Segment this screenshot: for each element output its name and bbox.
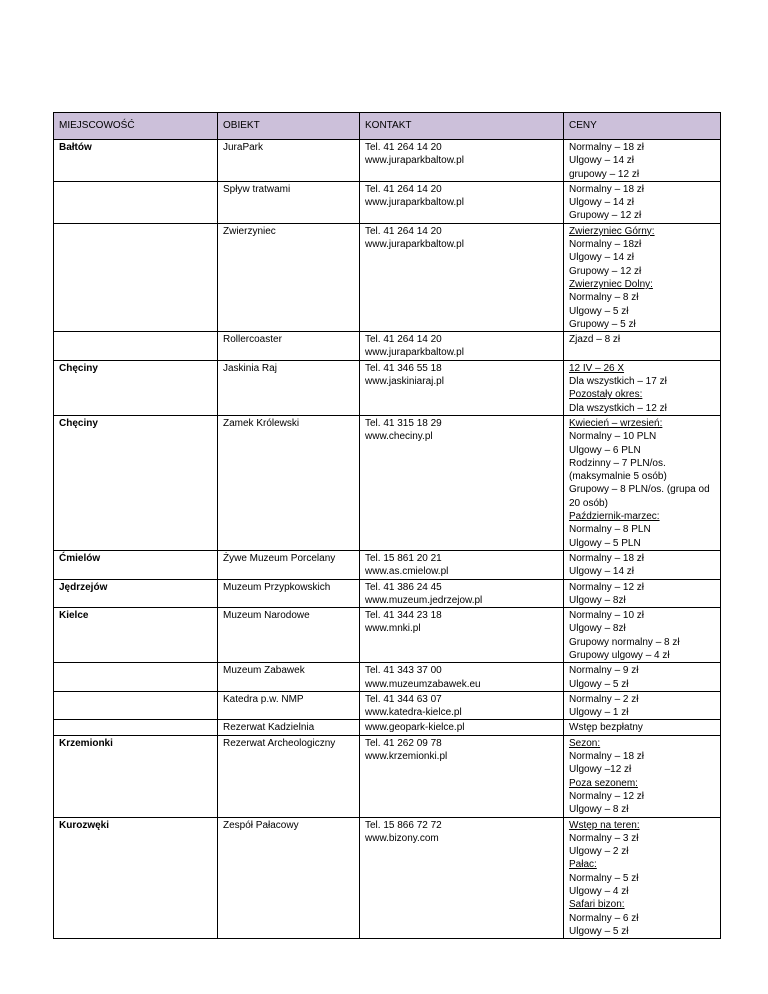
price-line: Normalny – 8 PLN <box>569 524 651 536</box>
contact-cell: Tel. 41 264 14 20 www.juraparkbaltow.pl <box>360 181 564 223</box>
contact-cell: Tel. 41 346 55 18 www.jaskiniaraj.pl <box>360 360 564 415</box>
place-cell: Bałtów <box>54 140 218 182</box>
table-row <box>54 579 721 608</box>
place-cell: Kurozwęki <box>54 817 218 939</box>
object-cell: Rollercoaster <box>218 332 360 361</box>
price-line: Kwiecień – wrzesień: <box>569 417 663 429</box>
object-cell: Spływ tratwami <box>218 181 360 223</box>
table-row <box>54 691 721 720</box>
contact-cell: Tel. 41 343 37 00 www.muzeumzabawek.eu <box>360 663 564 692</box>
contact-cell: Tel. 41 386 24 45 www.muzeum.jedrzejow.pl <box>360 579 564 608</box>
price-line: Ulgowy –12 zł <box>569 764 632 776</box>
table-header-row <box>54 113 721 140</box>
object-cell: Rezerwat Archeologiczny <box>218 735 360 817</box>
price-line: Normalny – 10 PLN <box>569 431 657 443</box>
table-row <box>54 223 721 331</box>
price-line: Dla wszystkich – 12 zł <box>569 402 667 414</box>
header-place: MIEJSCOWOŚĆ <box>54 113 218 140</box>
object-cell: Muzeum Przypkowskich <box>218 579 360 608</box>
object-cell: Muzeum Narodowe <box>218 608 360 663</box>
place-cell <box>54 181 218 223</box>
table-row <box>54 415 721 550</box>
object-cell: JuraPark <box>218 140 360 182</box>
price-line: Dla wszystkich – 17 zł <box>569 376 667 388</box>
table-row <box>54 720 721 735</box>
table-row <box>54 181 721 223</box>
object-cell: Rezerwat Kadzielnia <box>218 720 360 735</box>
price-line: Pałac: <box>569 859 597 871</box>
header-prices: CENY <box>564 113 721 140</box>
price-line: 12 IV – 26 X <box>569 362 625 374</box>
object-cell: Muzeum Zabawek <box>218 663 360 692</box>
contact-cell: Tel. 41 315 18 29 www.checiny.pl <box>360 415 564 550</box>
price-line: Ulgowy – 5 PLN <box>569 537 641 549</box>
price-line: Poza sezonem: <box>569 777 638 789</box>
price-line: Grupowy – 8 PLN/os. (grupa od <box>569 484 710 496</box>
place-cell: Chęciny <box>54 415 218 550</box>
price-line: Rodzinny – 7 PLN/os. <box>569 457 666 469</box>
place-cell <box>54 720 218 735</box>
prices-cell: Normalny – 9 zł Ulgowy – 5 zł <box>564 663 721 692</box>
prices-cell: Zjazd – 8 zł <box>564 332 721 361</box>
contact-cell: Tel. 15 861 20 21 www.as.cmielow.pl <box>360 550 564 579</box>
prices-cell: Normalny – 18 zł Ulgowy – 14 zł <box>564 550 721 579</box>
contact-cell: Tel. 41 264 14 20 www.juraparkbaltow.pl <box>360 332 564 361</box>
place-cell: Jędrzejów <box>54 579 218 608</box>
price-line: Normalny – 8 zł <box>569 292 639 304</box>
header-contact: KONTAKT <box>360 113 564 140</box>
price-line: Normalny – 18 zł <box>569 751 645 763</box>
contact-cell: Tel. 41 344 63 07 www.katedra-kielce.pl <box>360 691 564 720</box>
table-row <box>54 140 721 182</box>
contact-cell: Tel. 15 866 72 72 www.bizony.com <box>360 817 564 939</box>
place-cell <box>54 332 218 361</box>
prices-cell: Normalny – 12 zł Ulgowy – 8zł <box>564 579 721 608</box>
price-line: Safari bizon: <box>569 899 625 911</box>
price-line: Ulgowy – 5 zł <box>569 925 629 937</box>
price-line: Ulgowy – 4 zł <box>569 886 629 898</box>
price-line: Zwierzyniec Dolny: <box>569 278 653 290</box>
table-row <box>54 735 721 817</box>
contact-cell: www.geopark-kielce.pl <box>360 720 564 735</box>
object-cell: Zwierzyniec <box>218 223 360 331</box>
object-cell: Zespół Pałacowy <box>218 817 360 939</box>
prices-cell: Normalny – 18 zł Ulgowy – 14 zł grupowy – 12 zł <box>564 140 721 182</box>
place-cell: Krzemionki <box>54 735 218 817</box>
prices-cell: Normalny – 2 zł Ulgowy – 1 zł <box>564 691 721 720</box>
price-line: (maksymalnie 5 osób) <box>569 471 667 483</box>
contact-cell: Tel. 41 264 14 20 www.juraparkbaltow.pl <box>360 223 564 331</box>
contact-cell: Tel. 41 264 14 20 www.juraparkbaltow.pl <box>360 140 564 182</box>
prices-cell <box>564 223 721 331</box>
table-row <box>54 360 721 415</box>
table-row <box>54 550 721 579</box>
place-cell <box>54 691 218 720</box>
price-line: Sezon: <box>569 737 601 749</box>
contact-cell: Tel. 41 262 09 78 www.krzemionki.pl <box>360 735 564 817</box>
price-line: 20 osób) <box>569 497 608 509</box>
price-line: Zwierzyniec Górny: <box>569 225 655 237</box>
price-line: Normalny – 5 zł <box>569 872 639 884</box>
place-cell <box>54 663 218 692</box>
price-line: Ulgowy – 2 zł <box>569 846 629 858</box>
price-line: Grupowy – 5 zł <box>569 318 636 330</box>
table-row <box>54 817 721 939</box>
object-cell: Zamek Królewski <box>218 415 360 550</box>
place-cell: Kielce <box>54 608 218 663</box>
price-line: Ulgowy – 14 zł <box>569 252 635 264</box>
price-line: Pozostały okres: <box>569 389 643 401</box>
table-row <box>54 663 721 692</box>
prices-cell <box>564 735 721 817</box>
contact-cell: Tel. 41 344 23 18 www.mnki.pl <box>360 608 564 663</box>
price-line: Normalny – 6 zł <box>569 912 639 924</box>
price-line: Normalny – 3 zł <box>569 832 639 844</box>
prices-cell <box>564 415 721 550</box>
prices-cell: Normalny – 18 zł Ulgowy – 14 zł Grupowy – 12 zł <box>564 181 721 223</box>
place-cell <box>54 223 218 331</box>
price-line: Normalny – 12 zł <box>569 790 645 802</box>
price-line: Ulgowy – 5 zł <box>569 305 629 317</box>
price-line: Normalny – 18zł <box>569 239 642 251</box>
price-line: Ulgowy – 8 zł <box>569 804 629 816</box>
price-line: Ulgowy – 6 PLN <box>569 444 641 456</box>
header-object: OBIEKT <box>218 113 360 140</box>
price-line: Grupowy – 12 zł <box>569 265 642 277</box>
prices-cell: Wstęp bezpłatny <box>564 720 721 735</box>
place-cell: Chęciny <box>54 360 218 415</box>
object-cell: Jaskinia Raj <box>218 360 360 415</box>
price-line: Wstęp na teren: <box>569 819 640 831</box>
prices-cell <box>564 360 721 415</box>
place-cell: Ćmielów <box>54 550 218 579</box>
price-line: Październik-marzec: <box>569 511 660 523</box>
object-cell: Katedra p.w. NMP <box>218 691 360 720</box>
prices-cell <box>564 817 721 939</box>
object-cell: Żywe Muzeum Porcelany <box>218 550 360 579</box>
table-row <box>54 332 721 361</box>
price-table <box>53 112 721 939</box>
prices-cell: Normalny – 10 zł Ulgowy – 8zł Grupowy normalny – 8 zł Grupowy ulgowy – 4 zł <box>564 608 721 663</box>
table-row <box>54 608 721 663</box>
